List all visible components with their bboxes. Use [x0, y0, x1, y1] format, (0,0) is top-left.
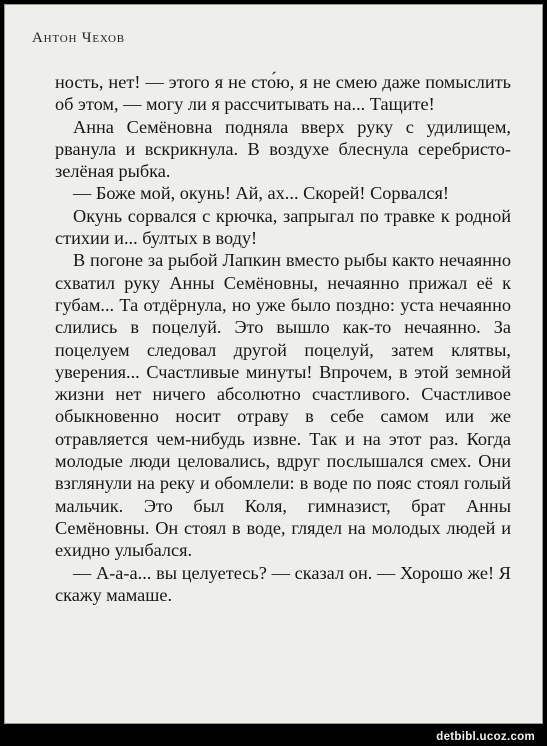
paragraph: Анна Семёновна подняла вверх руку с удилищем, рванула и вскрикнула. В воздухе блеснула серебристо-зелёная рыбка.	[55, 116, 511, 182]
paragraph: Окунь сорвался с крючка, запрыгал по травке к родной стихии и... бултых в воду!	[55, 205, 511, 249]
paragraph: — А-а-а... вы целуетесь? — сказал он. — Хорошо же! Я скажу мамаше.	[55, 562, 511, 605]
paragraph: — Боже мой, окунь! Ай, ах... Скорей! Сорвался!	[73, 183, 449, 204]
paragraph: ность, нет! — этого я не сто́ю, я не смею даже помыслить об этом, — могу ли я рассчитывать на... Тащите!	[55, 72, 511, 115]
site-watermark: detbibl.ucoz.com	[436, 731, 535, 743]
body-text	[55, 71, 511, 606]
book-page	[4, 4, 543, 724]
running-head: Антон Чехов	[32, 30, 125, 46]
paragraph: В погоне за рыбой Лапкин вместо рыбы както нечаянно схватил руку Анны Семёновны, нечаянно прижал её к губам... Та отдёрнула, но уже было поздно: уста нечаянно слились в поцелуй. Это вышло как-то нечаянно. За поцелуем следовал другой поцелуй, затем клятвы, уверения... Счастливые минуты! Впрочем, в этой земной жизни нет ничего абсолютно счастливого. Счастливое обыкновенно носит отраву в себе самом или же отравляется чем-нибудь извне. Так и на этот раз. Когда молодые люди целовались, вдруг послышался смех. Они взглянули на реку и обомлели: в воде по пояс стоял голый мальчик. Это был Коля, гимназист, брат Анны Семёновны. Он стоял в воде, глядел на молодых людей и ехидно улыбался.	[55, 250, 511, 561]
